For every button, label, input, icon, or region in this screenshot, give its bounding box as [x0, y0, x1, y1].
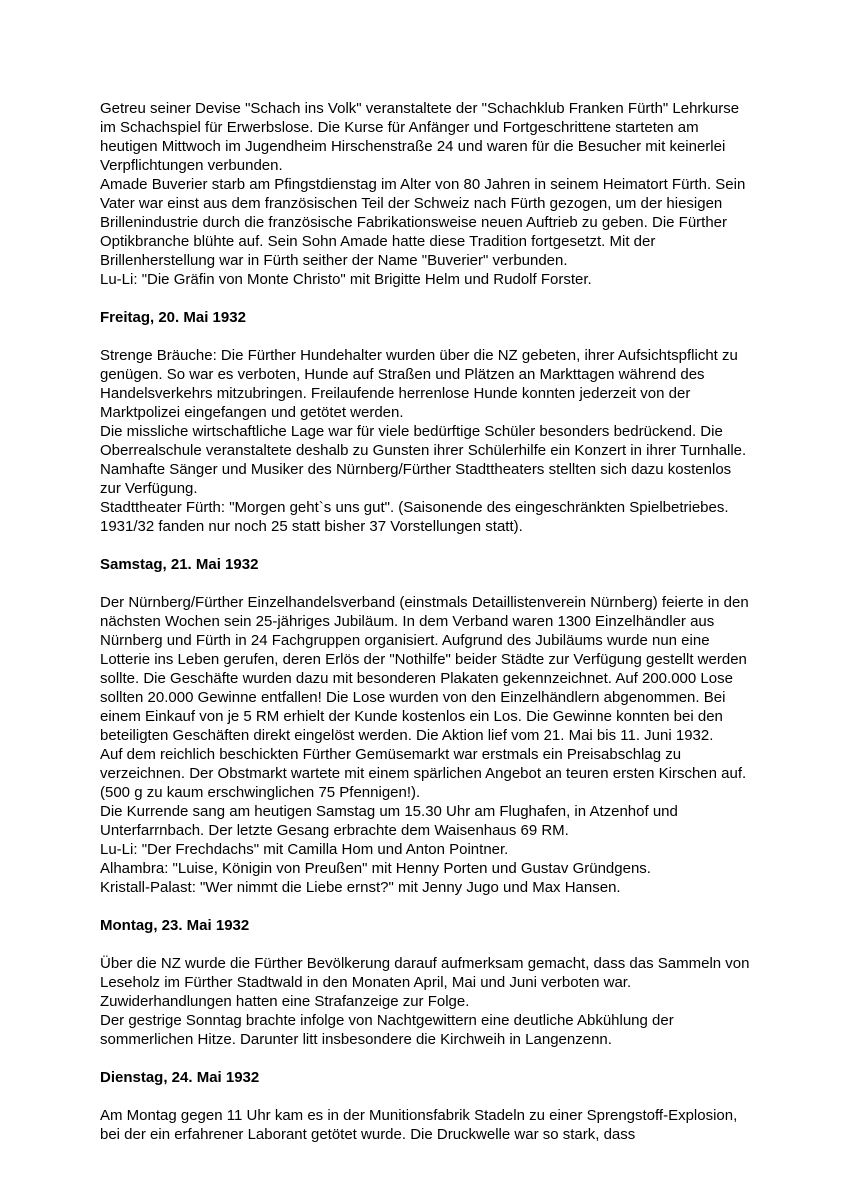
- date-heading: Montag, 23. Mai 1932: [100, 917, 250, 934]
- document-page: [100, 99, 750, 1144]
- paragraph: Lu-Li: "Die Gräfin von Monte Christo" mit Brigitte Helm und Rudolf Forster.: [100, 271, 592, 288]
- paragraph: Alhambra: "Luise, Königin von Preußen" mit Henny Porten und Gustav Gründgens.: [100, 860, 651, 877]
- paragraph: Am Montag gegen 11 Uhr kam es in der Munitionsfabrik Stadeln zu einer Sprengstoff-Explosion, bei der ein erfahrener Laborant getötet wurde. Die Druckwelle war so stark, dass: [100, 1107, 738, 1143]
- paragraph: Kristall-Palast: "Wer nimmt die Liebe ernst?" mit Jenny Jugo und Max Hansen.: [100, 879, 621, 896]
- paragraph: Amade Buverier starb am Pfingstdienstag im Alter von 80 Jahren in seinem Heimatort Fürth. Sein Vater war einst aus dem französischen Teil der Schweiz nach Fürth gezogen, um der hiesigen Brillenindustrie durch die französische Fabrikationsweise neuen Auftrieb zu geben. Die Fürther Optikbranche blühte auf. Sein Sohn Amade hatte diese Tradition fortgesetzt. Mit der Brillenherstellung war in Fürth seither der Name "Buverier" verbunden.: [100, 176, 746, 269]
- paragraph: Auf dem reichlich beschickten Fürther Gemüsemarkt war erstmals ein Preisabschlag zu verzeichnen. Der Obstmarkt wartete mit einem spärlichen Angebot an teuren ersten Kirschen auf. (500 g zu kaum erschwinglichen 75 Pfennigen!).: [100, 746, 747, 801]
- paragraph: Über die NZ wurde die Fürther Bevölkerung darauf aufmerksam gemacht, dass das Sammeln von Leseholz im Fürther Stadtwald in den Monaten April, Mai und Juni verboten war. Zuwiderhandlungen hatten eine Strafanzeige zur Folge.: [100, 955, 750, 1010]
- paragraph: Lu-Li: "Der Frechdachs" mit Camilla Hom und Anton Pointner.: [100, 841, 509, 858]
- date-heading: Dienstag, 24. Mai 1932: [100, 1069, 260, 1086]
- date-heading: Freitag, 20. Mai 1932: [100, 309, 246, 326]
- paragraph: Der gestrige Sonntag brachte infolge von Nachtgewittern eine deutliche Abkühlung der sommerlichen Hitze. Darunter litt insbesondere die Kirchweih in Langenzenn.: [100, 1012, 674, 1048]
- date-heading: Samstag, 21. Mai 1932: [100, 556, 259, 573]
- paragraph: Getreu seiner Devise "Schach ins Volk" veranstaltete der "Schachklub Franken Fürth" Lehrkurse im Schachspiel für Erwerbslose. Die Kurse für Anfänger und Fortgeschrittene starteten am heutigen Mittwoch im Jugendheim Hirschenstraße 24 und waren für die Besucher mit keinerlei Verpflichtungen verbunden.: [100, 100, 740, 174]
- paragraph: Der Nürnberg/Fürther Einzelhandelsverband (einstmals Detaillistenverein Nürnberg) feierte in den nächsten Wochen sein 25-jähriges Jubiläum. In dem Verband waren 1300 Einzelhändler aus Nürnberg und Fürth in 24 Fachgruppen organisiert. Aufgrund des Jubiläums wurde nun eine Lotterie ins Leben gerufen, deren Erlös der "Nothilfe" beider Städte zur Verfügung gestellt werden sollte. Die Geschäfte wurden dazu mit besonderen Plakaten gekennzeichnet. Auf 200.000 Lose sollten 20.000 Gewinne entfallen! Die Lose wurden von den Einzelhändlern abgenommen. Bei einem Einkauf von je 5 RM erhielt der Kunde kostenlos ein Los. Die Gewinne konnten bei den beteiligten Geschäften direkt eingelöst werden. Die Aktion lief vom 21. Mai bis 11. Juni 1932.: [100, 594, 749, 744]
- paragraph: Stadttheater Fürth: "Morgen geht`s uns gut". (Saisonende des eingeschränkten Spielbetriebes. 1931/32 fanden nur noch 25 statt bisher 37 Vorstellungen statt).: [100, 499, 729, 535]
- paragraph: Strenge Bräuche: Die Fürther Hundehalter wurden über die NZ gebeten, ihrer Aufsichtspflicht zu genügen. So war es verboten, Hunde auf Straßen und Plätzen an Markttagen während des Handelsverkehrs mitzubringen. Freilaufende herrenlose Hunde konnten jederzeit von der Marktpolizei eingefangen und getötet werden.: [100, 347, 738, 421]
- paragraph: Die Kurrende sang am heutigen Samstag um 15.30 Uhr am Flughafen, in Atzenhof und Unterfarrnbach. Der letzte Gesang erbrachte dem Waisenhaus 69 RM.: [100, 803, 678, 839]
- paragraph: Die missliche wirtschaftliche Lage war für viele bedürftige Schüler besonders bedrückend. Die Oberrealschule veranstaltete deshalb zu Gunsten ihrer Schülerhilfe ein Konzert in ihrer Turnhalle. Namhafte Sänger und Musiker des Nürnberg/Fürther Stadttheaters stellten sich dazu kostenlos zur Verfügung.: [100, 423, 747, 497]
